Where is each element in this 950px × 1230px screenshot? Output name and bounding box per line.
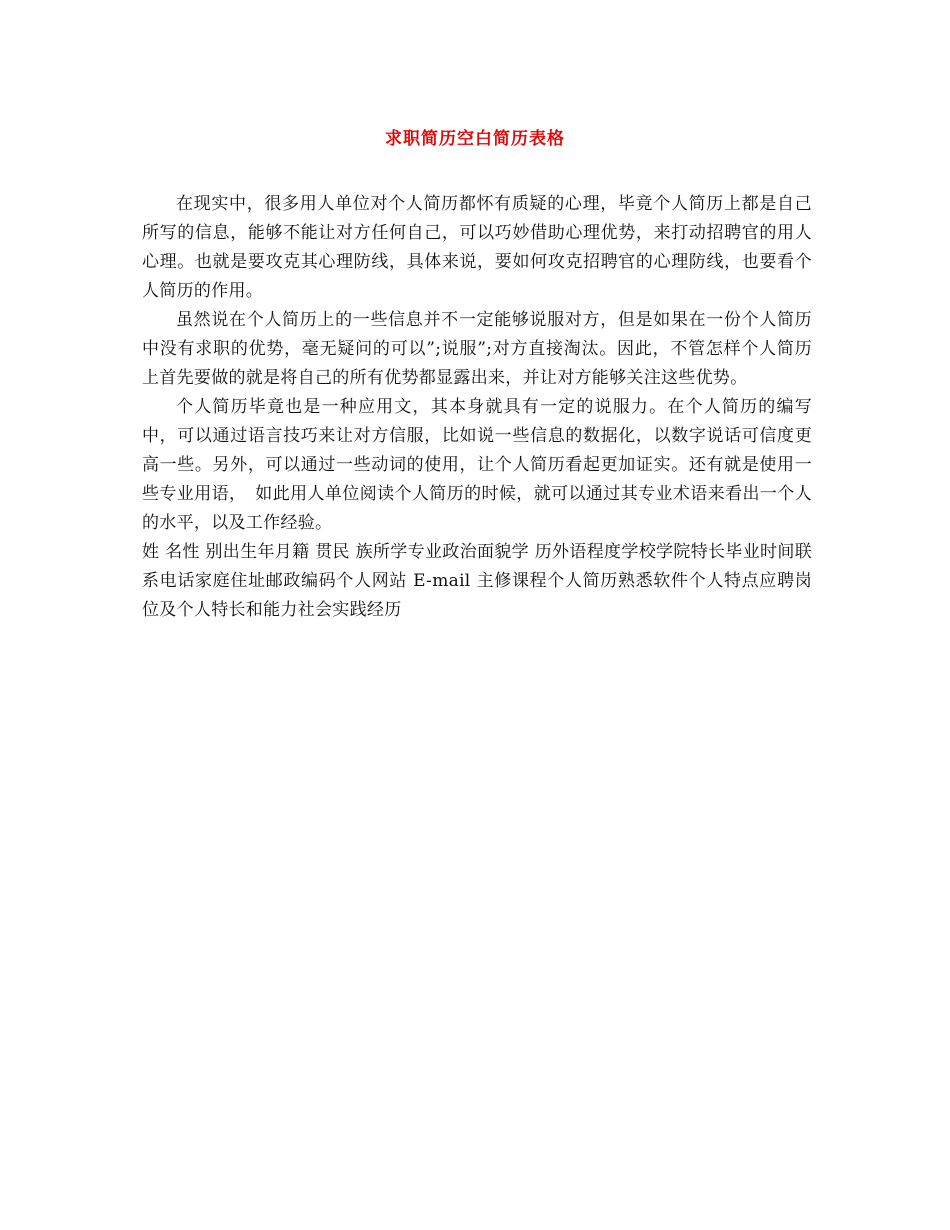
paragraph-2: 虽然说在个人简历上的一些信息并不一定能够说服对方，但是如果在一份个人简历中没有求职的优势，毫无疑问的可以”;说服”;对方直接淘汰。因此，不管怎样个人简历上首先要做的就是将自己的所有优势都显露出来，并让对方能够关注这些优势。: [142, 310, 812, 388]
document-body: [142, 190, 812, 625]
document-title: 求职简历空白简历表格: [385, 129, 565, 149]
resume-field-list: 姓 名性 别出生年月籍 贯民 族所学专业政治面貌学 历外语程度学校学院特长毕业时间联系电话家庭住址邮政编码个人网站 E-mail 主修课程个人简历熟悉软件个人特点应聘岗位及个人特长和能力社会实践经历: [142, 542, 812, 620]
paragraph-3: 个人简历毕竟也是一种应用文，其本身就具有一定的说服力。在个人简历的编写中，可以通过语言技巧来让对方信服，比如说一些信息的数据化，以数字说话可信度更高一些。另外，可以通过一些动词的使用，让个人简历看起更加证实。还有就是使用一些专业用语， 如此用人单位阅读个人简历的时候，就可以通过其专业术语来看出一个人的水平，以及工作经验。: [142, 397, 812, 533]
paragraph-1: 在现实中，很多用人单位对个人简历都怀有质疑的心理，毕竟个人简历上都是自己所写的信息，能够不能让对方任何自己，可以巧妙借助心理优势，来打动招聘官的用人心理。也就是要攻克其心理防线，具体来说，要如何攻克招聘官的心理防线，也要看个人简历的作用。: [142, 194, 812, 301]
